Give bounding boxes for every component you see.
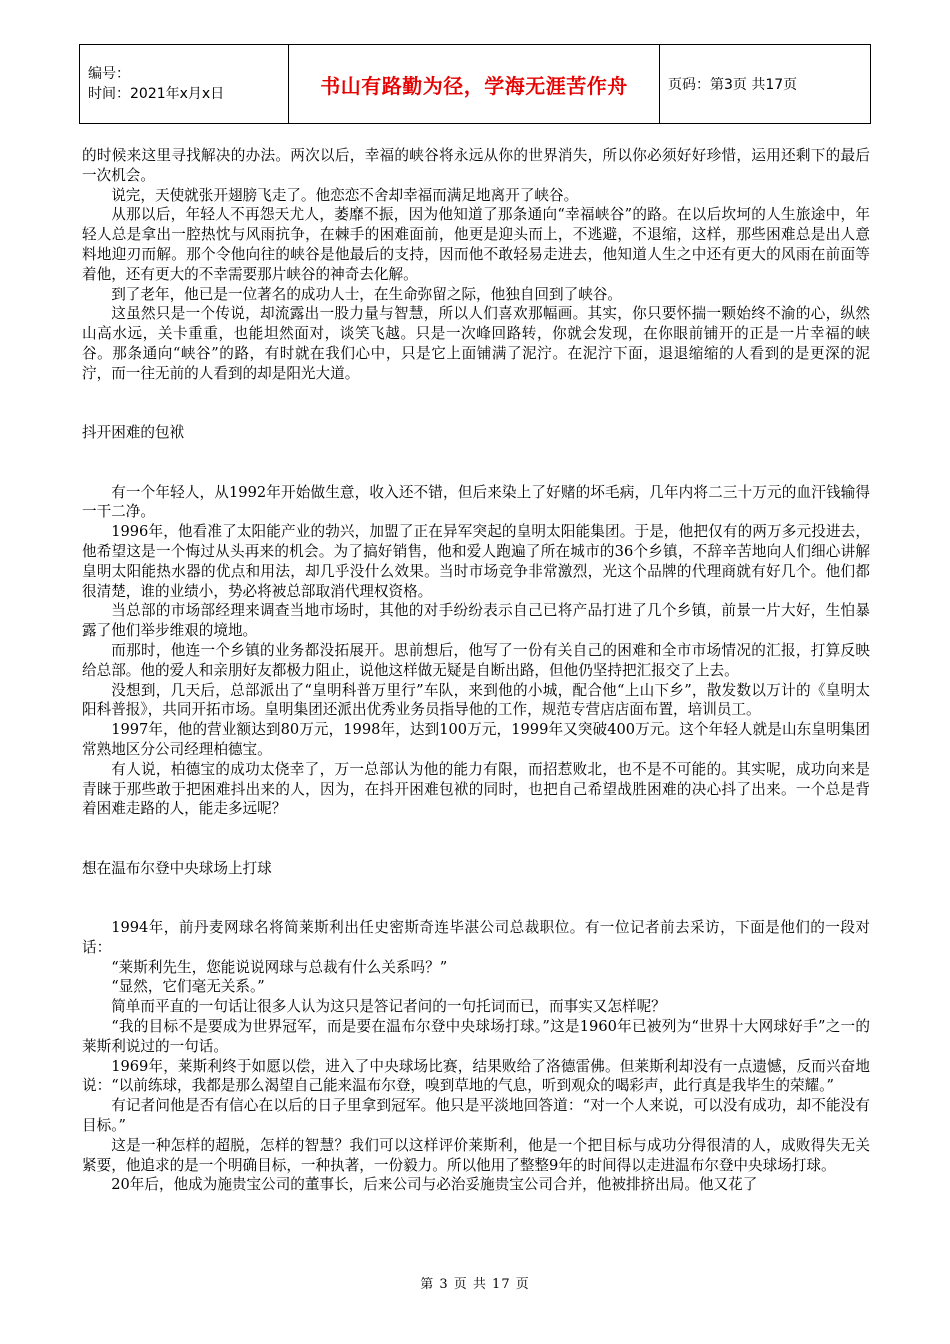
- motto: 书山有路勤为径，学海无涯苦作舟: [289, 45, 660, 124]
- document-body: [82, 146, 870, 1195]
- section-title: 抖开困难的包袱: [82, 424, 185, 442]
- paragraph: 没想到，几天后，总部派出了“皇明科普万里行”车队，来到他的小城，配合他“上山下乡”，散发数以万计的《皇明太阳科普报》，共同开拓市场。皇明集团还派出优秀业务员指导他的工作，规范专营店店面布置，培训员工。: [82, 681, 870, 719]
- paragraph: 1969年，莱斯利终于如愿以偿，进入了中央球场比赛，结果败给了洛德雷佛。但莱斯利却没有一点遗憾，反而兴奋地说：“以前练球，我都是那么渴望自己能来温布尔登，嗅到草地的气息，听到观众的喝彩声，此行真是我毕生的荣耀。”: [82, 1057, 870, 1095]
- paragraph: 从那以后，年轻人不再怨天尤人，萎靡不振，因为他知道了那条通向“幸福峡谷”的路。在以后坎坷的人生旅途中，年轻人总是拿出一腔热忱与风雨抗争，在棘手的困难面前，他更是迎头而上，不逃避，不退缩，这样，那些困难总是出人意料地迎刃而解。那个令他向往的峡谷是他最后的支持，因而他不敢轻易走进去，他知道人生之中还有更大的风雨在前面等着他，还有更大的不幸需要那片峡谷的神奇去化解。: [82, 206, 870, 283]
- paragraph: 到了老年，他已是一位著名的成功人士，在生命弥留之际，他独自回到了峡谷。: [111, 285, 622, 303]
- paragraph: 有一个年轻人，从1992年开始做生意，收入还不错，但后来染上了好赌的坏毛病，几年内将二三十万元的血汗钱输得一干二净。: [82, 483, 870, 521]
- paragraph: 20年后，他成为施贵宝公司的董事长，后来公司与必治妥施贵宝公司合并，他被排挤出局。他又花了: [111, 1176, 758, 1194]
- paragraph: 1997年，他的营业额达到80万元，1998年，达到100万元，1999年又突破400万元。这个年轻人就是山东皇明集团常熟地区分公司经理柏德宝。: [82, 721, 870, 758]
- paragraph: 这是一种怎样的超脱，怎样的智慧？我们可以这样评价莱斯利，他是一个把目标与成功分得很清的人，成败得失无关紧要，他追求的是一个明确目标，一种执著，一份毅力。所以他用了整整9年的时间得以走进温布尔登中央球场打球。: [82, 1136, 870, 1174]
- paragraph: 简单而平直的一句话让很多人认为这只是答记者问的一句托词而已，而事实又怎样呢？: [111, 998, 666, 1016]
- paragraph: 有人说，柏德宝的成功太侥幸了，万一总部认为他的能力有限，而招惹败北，也不是不可能的。其实呢，成功向来是青睐于那些敢于把困难抖出来的人，因为，在抖开困难包袱的同时，也把自己希望战胜困难的决心抖了出来。一个总是背着困难走路的人，能走多远呢？: [82, 760, 870, 818]
- paragraph: 当总部的市场部经理来调查当地市场时，其他的对手纷纷表示自己已将产品打进了几个乡镇，前景一片大好，生怕暴露了他们举步维艰的境地。: [82, 602, 870, 640]
- paragraph: 有记者问他是否有信心在以后的日子里拿到冠军。他只是平淡地回答道：“对一个人来说，可以没有成功，却不能没有目标。”: [82, 1097, 870, 1135]
- paragraph: 1996年，他看准了太阳能产业的勃兴，加盟了正在异军突起的皇明太阳能集团。于是，他把仅有的两万多元投进去，他希望这是一个悔过从头再来的机会。为了搞好销售，他和爱人跑遍了所在城市的36个乡镇，不辞辛苦地向人们细心讲解皇明太阳能热水器的优点和用法，却几乎没什么效果。当时市场竞争非常激烈，光这个品牌的代理商就有好几个。他们都很清楚，谁的业绩小，势必将被总部取消代理权资格。: [82, 523, 870, 600]
- paragraph: “我的目标不是要成为世界冠军，而是要在温布尔登中央球场打球。”这是1960年已被列为“世界十大网球好手”之一的莱斯利说过的一句话。: [82, 1018, 870, 1055]
- header-table: [79, 44, 871, 124]
- paragraph: 1994年，前丹麦网球名将简莱斯利出任史密斯奇连毕湛公司总裁职位。有一位记者前去采访，下面是他们的一段对话：: [82, 919, 870, 956]
- page-footer: 第 3 页 共 17 页: [420, 1277, 530, 1292]
- paragraph: 而那时，他连一个乡镇的业务都没拓展开。思前想后，他写了一份有关自己的困难和全市市场情况的汇报，打算反映给总部。他的爱人和亲朋好友都极力阻止，说他这样做无疑是自断出路，但他仍坚持把汇报交了上去。: [82, 641, 870, 679]
- paragraph: 说完，天使就张开翅膀飞走了。他恋恋不舍却幸福而满足地离开了峡谷。: [111, 186, 579, 204]
- paragraph: “显然，它们毫无关系。”: [111, 978, 265, 996]
- page-info: 页码：第3页 共17页: [660, 45, 871, 124]
- paragraph: 这虽然只是一个传说，却流露出一股力量与智慧，所以人们喜欢那幅画。其实，你只要怀揣一颗始终不渝的心，纵然山高水远，关卡重重，也能坦然面对，谈笑飞越。只是一次峰回路转，你就会发现，在你眼前铺开的正是一片幸福的峡谷。那条通向“峡谷”的路，有时就在我们心中，只是它上面铺满了泥泞。在泥泞下面，退退缩缩的人看到的是更深的泥泞，而一往无前的人看到的却是阳光大道。: [82, 305, 870, 382]
- number-label: 编号：: [88, 66, 130, 82]
- time-label: 时间：2021年x月x日: [88, 86, 225, 102]
- paragraph: “莱斯利先生，您能说说网球与总裁有什么关系吗？”: [111, 958, 448, 976]
- header-meta-cell: [80, 45, 289, 124]
- section-title: 想在温布尔登中央球场上打球: [82, 859, 272, 877]
- paragraph: 的时候来这里寻找解决的办法。两次以后，幸福的峡谷将永远从你的世界消失，所以你必须好好珍惜，运用还剩下的最后一次机会。: [82, 147, 870, 184]
